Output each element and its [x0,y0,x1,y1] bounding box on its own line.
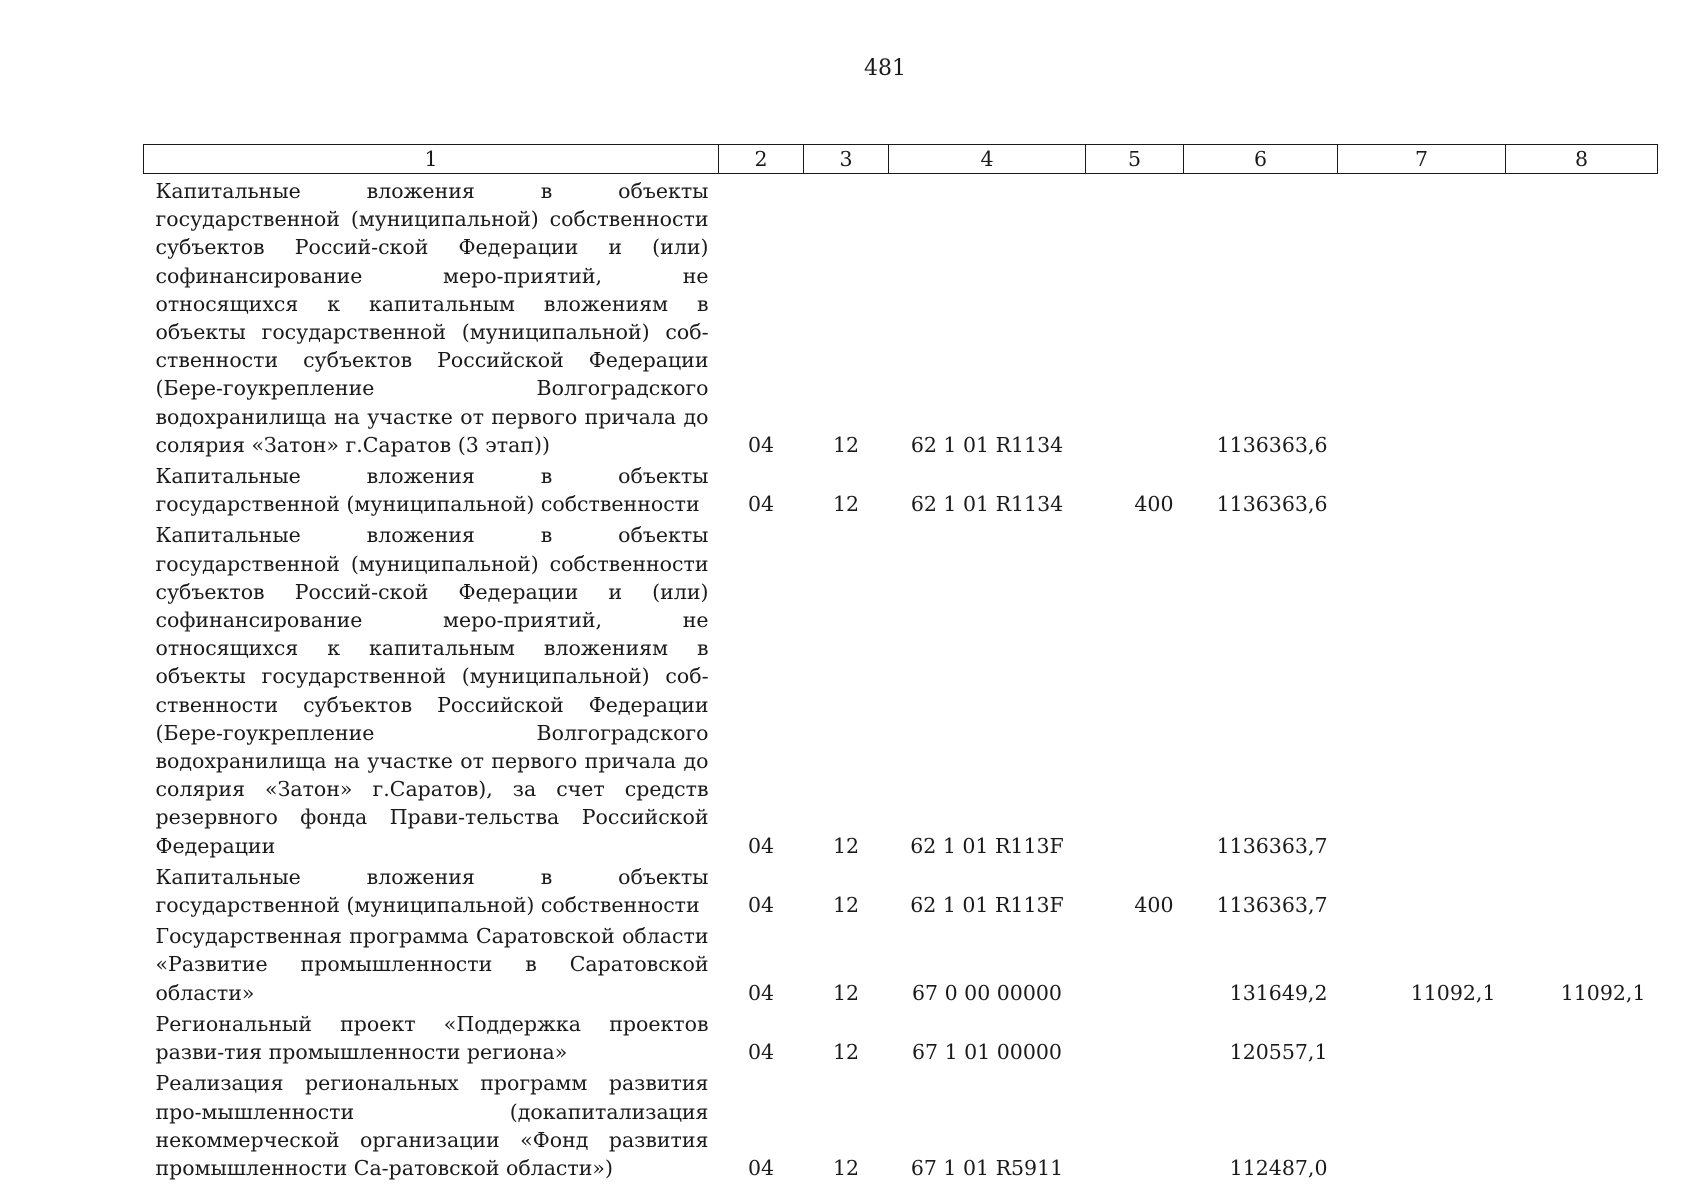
table-row [144,919,1658,1007]
cell-section: 04 [747,893,775,918]
cell-amount-8 [1506,1007,1658,1066]
cell-section: 04 [747,1040,775,1065]
cell-target-article: 67 1 01 00000 [912,1040,1062,1065]
row-description: Капитальные вложения в объекты государственной (муниципальной) собственности [155,464,709,517]
table-row [144,518,1658,859]
cell-expense-type [1086,1066,1184,1182]
cell-expense-type [1086,1007,1184,1066]
column-header-5: 5 [1086,145,1184,174]
cell-amount-6: 112487,0 [1229,1155,1328,1180]
cell-subsection: 12 [832,893,860,918]
cell-expense-type [1086,174,1184,460]
cell-expense-type [1086,518,1184,859]
cell-amount-7 [1338,1066,1506,1182]
table-row [144,1066,1658,1182]
column-header-1: 1 [144,145,719,174]
cell-expense-type: 400 [1134,893,1174,918]
cell-target-article: 62 1 01 R113F [910,833,1064,858]
cell-target-article: 67 1 01 R5911 [910,1155,1064,1180]
column-header-6: 6 [1184,145,1338,174]
row-description: Капитальные вложения в объекты государственной (муниципальной) собственности субъектов Россий-ской Федерации и (или) софинансирование меро-приятий, не относящихся к капитальным вложениям в объекты государственной (муниципальной) соб-ственности субъектов Российской Федерации (Бере-гоукрепление Волгоградского водохранилища на участке от первого причала до солярия «Затон» г.Саратов (3 этап)) [155,179,709,457]
column-header-7: 7 [1338,145,1506,174]
cell-expense-type [1086,919,1184,1007]
cell-amount-7 [1338,1007,1506,1066]
row-description: Государственная программа Саратовской области «Развитие промышленности в Саратовской области» [155,924,709,1005]
header-row [144,145,1658,174]
cell-amount-6: 1136363,6 [1216,432,1328,457]
column-header-8: 8 [1506,145,1658,174]
cell-subsection: 12 [832,1040,860,1065]
cell-amount-7 [1338,459,1506,518]
cell-amount-8 [1506,518,1658,859]
row-description: Капитальные вложения в объекты государственной (муниципальной) собственности [155,864,709,918]
cell-target-article: 62 1 01 R113F [910,893,1064,918]
table-row [144,174,1658,460]
cell-section: 04 [747,432,775,457]
cell-amount-7 [1338,518,1506,859]
cell-subsection: 12 [832,980,860,1005]
page-number: 481 [864,56,906,81]
cell-amount-8 [1506,174,1658,460]
table-row [144,1007,1658,1066]
cell-amount-8 [1506,860,1658,919]
row-description: Реализация региональных программ развития про-мышленности (докапитализация некоммерческой организации «Фонд развития промышленности Са-ратовской области») [155,1071,709,1180]
cell-expense-type: 400 [1134,492,1174,517]
cell-subsection: 12 [832,833,860,858]
cell-section: 04 [747,833,775,858]
cell-amount-6: 1136363,7 [1216,833,1328,858]
table-row [144,459,1658,518]
cell-amount-6: 1136363,6 [1216,492,1328,517]
cell-amount-6: 1136363,7 [1216,893,1328,918]
budget-table [143,144,1658,1182]
row-description: Региональный проект «Поддержка проектов разви-тия промышленности региона» [155,1011,709,1065]
cell-amount-8 [1506,1066,1658,1182]
row-description: Капитальные вложения в объекты государственной (муниципальной) собственности субъектов Россий-ской Федерации и (или) софинансирование меро-приятий, не относящихся к капитальным вложениям в объекты государственной (муниципальной) соб-ственности субъектов Российской Федерации (Бере-гоукрепление Волгоградского водохранилища на участке от первого причала до солярия «Затон» г.Саратов), за счет средств резервного фонда Прави-тельства Российской Федерации [155,523,709,858]
cell-amount-7 [1338,860,1506,919]
cell-target-article: 62 1 01 R1134 [910,432,1064,457]
cell-section: 04 [747,980,775,1005]
cell-target-article: 62 1 01 R1134 [910,492,1064,517]
cell-section: 04 [747,1155,775,1180]
cell-amount-6: 131649,2 [1229,980,1328,1005]
cell-subsection: 12 [832,492,860,517]
column-header-4: 4 [889,145,1086,174]
table-row [144,860,1658,919]
cell-subsection: 12 [832,432,860,457]
cell-subsection: 12 [832,1155,860,1180]
cell-amount-7: 11092,1 [1410,980,1496,1005]
cell-amount-8 [1506,459,1658,518]
cell-target-article: 67 0 00 00000 [912,980,1062,1005]
cell-amount-8: 11092,1 [1560,980,1646,1005]
cell-section: 04 [747,492,775,517]
cell-amount-6: 120557,1 [1229,1040,1328,1065]
column-header-3: 3 [804,145,889,174]
column-header-2: 2 [719,145,804,174]
cell-amount-7 [1338,174,1506,460]
